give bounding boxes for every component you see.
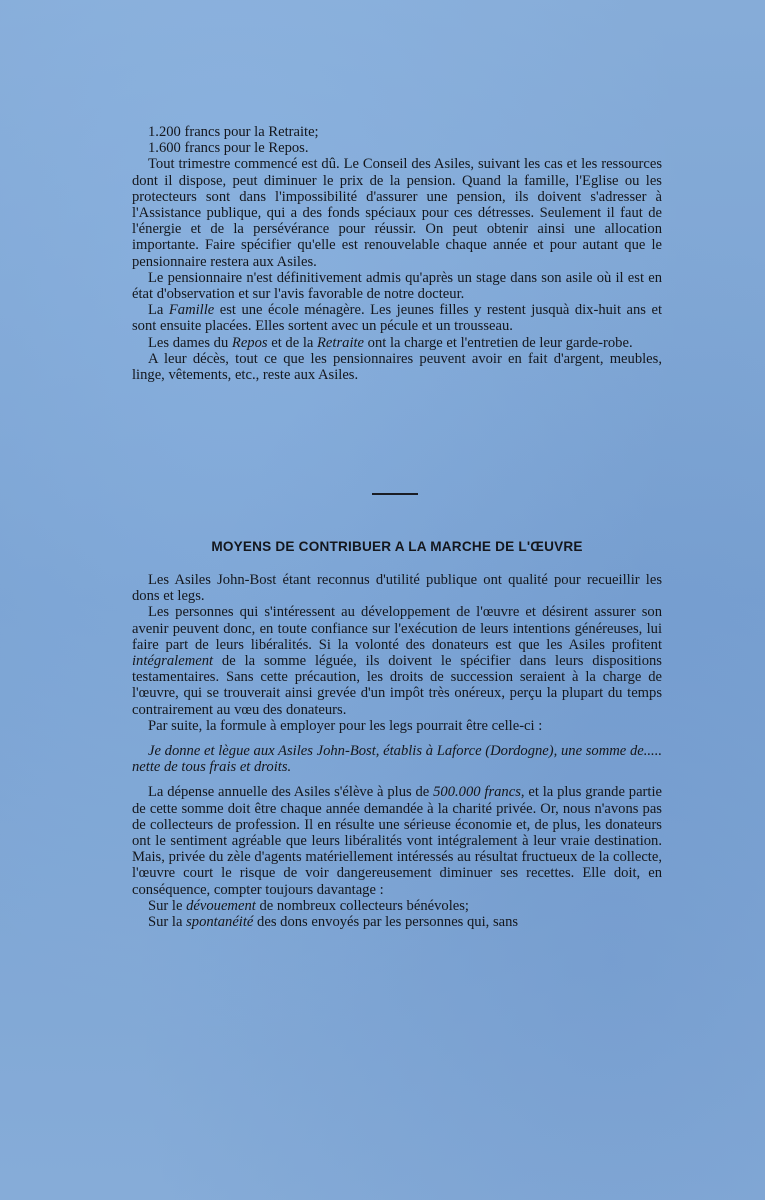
para-stage: Le pensionnaire n'est définitivement admis qu'après un stage dans son asile où il est en état d'observation et sur l'avis favorable de notre docteur. <box>132 269 662 303</box>
formule-quote <box>132 743 662 775</box>
section-heading: MOYENS DE CONTRIBUER A LA MARCHE DE L'ŒUVRE <box>211 539 583 554</box>
text-run: La dépense annuelle des Asiles s'élève à plus de <box>148 784 434 801</box>
para-deces: A leur décès, tout ce que les pensionnaires peuvent avoir en fait d'argent, meubles, linge, vêtements, etc., reste aux Asiles. <box>132 350 662 384</box>
line-retraite: 1.200 francs pour la Retraite; <box>148 124 319 140</box>
text-run: Les dames du <box>148 334 232 351</box>
emphasis: Famille <box>168 302 215 319</box>
para-reconnus: Les Asiles John-Bost étant reconnus d'utilité publique ont qualité pour recueillir les dons et legs. <box>132 572 662 605</box>
text-run: est une école ménagère. Les jeunes filles y restent jusquà dix-huit ans et sont ensuite placées. Elles sortent avec un pécule et un trousseau. <box>132 302 662 335</box>
section-divider <box>372 493 418 495</box>
para-legs <box>132 604 662 717</box>
text-run: , et la plus grande partie de cette somme doit être chaque année demandée à la charité privée. Or, nous n'avons pas de collecteurs de profession. Il en résulte une sérieuse économie et, de plus, les donateurs ont le sentiment agréable que leurs libéralités vont intégralement à leur vraie destination. Mais, privée du zèle d'agents matériellement intéressés au résultat fructueux de la collecte, l'œuvre court le risque de voir dangereusement diminuer ses recettes. Elle doit, en conséquence, compter toujours davantage : <box>132 784 663 898</box>
para-devouement <box>132 898 662 914</box>
text-run: Sur la <box>148 914 187 931</box>
emphasis: Repos <box>231 334 268 351</box>
text-run: Les personnes qui s'intéressent au développement de l'œuvre et désirent assurer son avenir peuvent donc, en toute confiance sur l'exécution de leurs intentions généreuses, lui faire part de leurs libéralités. Si la volonté des donateurs est que les Asiles profitent <box>132 604 662 653</box>
para-depense <box>132 784 662 897</box>
text-run: de nombreux collecteurs bénévoles; <box>255 897 469 914</box>
para-dames <box>132 335 662 351</box>
emphasis: spontanéité <box>186 914 254 931</box>
line-repos: 1.600 francs pour le Repos. <box>148 140 309 157</box>
emphasis: intégralement <box>132 653 214 670</box>
para-trimestre: Tout trimestre commencé est dû. Le Conseil des Asiles, suivant les cas et les ressources dont il dispose, peut diminuer le prix de la pension. Quand la famille, l'Eglise ou les protecteurs sont dans l'impossibilité d'assurer une pension, ils doivent s'adresser à l'Assistance publique, qui a des fonds spéciaux pour ces détresses. Seulement il faut de l'énergie et de la persévérance pour réussir. On peut obtenir ainsi une allocation importante. Faire spécifier qu'elle est renouvelable chaque année et pour autant que le pensionnaire restera aux Asiles. <box>132 156 662 270</box>
para-formule: Par suite, la formule à employer pour les legs pourrait être celle-ci : <box>148 717 543 734</box>
text-block-contribuer <box>132 572 662 930</box>
emphasis: dévouement <box>186 897 256 914</box>
text-run: La <box>148 302 169 319</box>
formule-text: Je donne et lègue aux Asiles John-Bost, établis à Laforce (Dordogne), une somme de..... nette de tous frais et droits. <box>132 743 662 776</box>
para-spontaneite <box>132 914 662 930</box>
para-famille <box>132 302 662 334</box>
emphasis: 500.000 francs <box>433 784 521 801</box>
text-run: et de la <box>267 334 318 351</box>
text-run: des dons envoyés par les personnes qui, sans <box>253 914 519 931</box>
emphasis: Retraite <box>317 334 365 351</box>
text-run: ont la charge et l'entretien de leur garde-robe. <box>364 334 633 351</box>
text-run: de la somme léguée, ils doivent le spécifier dans leurs dispositions testamentaires. Sans cette précaution, les droits de succession seraient à la charge de l'œuvre, qui se trouverait ainsi grevée d'un impôt très onéreux, perçu la plupart du temps contrairement au vœu des donateurs. <box>132 653 662 718</box>
text-block-pension <box>132 124 662 383</box>
text-run: Sur le <box>148 897 187 914</box>
